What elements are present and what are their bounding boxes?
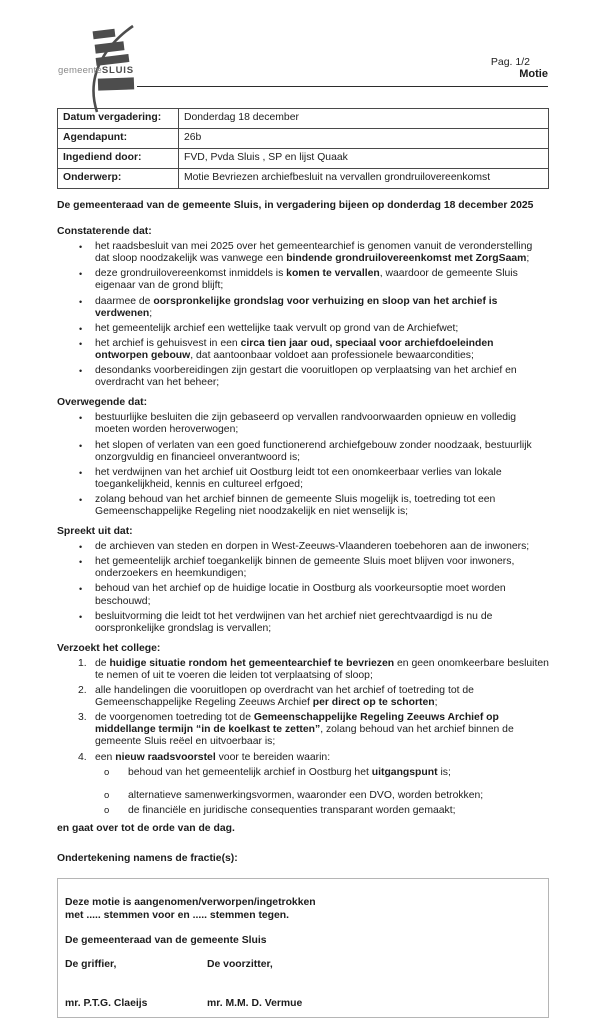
table-row <box>58 109 549 129</box>
text-segment: , dat aantoonbaar voldoet aan professionele bewaarcondities; <box>190 349 474 361</box>
text-segment: voor te bereiden waarin: <box>215 751 331 763</box>
text-segment: het slopen of verlaten van een goed functionerend archiefgebouw zonder noodzaak, bestuurlijk onzorgvuldig en financieel onverantwoord is; <box>95 439 532 463</box>
sub-list-item <box>57 805 549 817</box>
text-segment: behoud van het gemeentelijk archief in Oostburg het <box>128 766 372 778</box>
list-item <box>57 440 549 464</box>
list-item <box>57 296 549 320</box>
text-segment: een <box>95 751 116 763</box>
section-overwegende <box>57 397 549 518</box>
sub-bullet-marker: o <box>104 804 110 816</box>
meta-label: Datum vergadering: <box>58 109 179 129</box>
text-segment: , zolang behoud van het archief binnen de gemeente Sluis reëel en uitvoerbaar is; <box>95 724 514 748</box>
bullet-marker: • <box>79 296 83 307</box>
list-item <box>57 412 549 436</box>
text-segment: besluitvorming die leidt tot het verdwijnen van het archief niet gerechtvaardigd is nu de oorspronkelijke grondslag is vervallen; <box>95 610 493 634</box>
logo-name-text: SLUIS <box>101 65 134 76</box>
sub-list <box>57 767 549 817</box>
list-item-text <box>95 268 549 292</box>
bullet-marker: • <box>79 557 83 568</box>
bullet-marker: • <box>79 494 83 505</box>
text-segment: het raadsbesluit van mei 2025 over het gemeentearchief is genomen vanuit de veronderstelling dat sloop noodzakelijk was vanwege een <box>95 241 533 265</box>
list-item <box>57 338 549 362</box>
section-verzoekt-college <box>57 643 549 817</box>
text-segment: de financiële en juridische consequenties transparant worden gemaakt; <box>128 804 456 816</box>
text-segment: desondanks voorbereidingen zijn gestart die vooruitlopen op verplaatsing van het archief en overdracht van het beheer; <box>95 365 517 389</box>
section-heading: Spreekt uit dat: <box>57 526 133 538</box>
list-item <box>57 323 549 335</box>
emphasized-text: uitgangspunt <box>371 766 438 778</box>
bullet-marker: • <box>79 242 83 253</box>
list-item <box>57 494 549 518</box>
list-item-text <box>95 338 549 362</box>
list-item <box>57 752 549 764</box>
meta-label: Ingediend door: <box>58 149 179 169</box>
sub-list-item <box>57 790 549 802</box>
list-item <box>57 685 549 709</box>
list-item-text <box>95 323 549 335</box>
emphasized-text: per direct op te schorten <box>312 697 435 709</box>
emphasized-text: circa tien jaar oud, speciaal voor archiefdoeleinden ontworpen gebouw <box>95 337 494 361</box>
section-heading: Verzoekt het college: <box>57 642 161 654</box>
number-marker: 3. <box>78 712 87 724</box>
section-spreekt-uit <box>57 526 549 635</box>
list-item-text <box>95 712 549 748</box>
table-row <box>58 129 549 149</box>
list-item-text <box>95 556 549 580</box>
bullet-marker: • <box>79 542 83 553</box>
gemeente-sluis-logo <box>50 22 195 114</box>
text-segment: het gemeentelijk archief toegankelijk binnen de gemeente Sluis moet blijven voor inwoners, onderzoekers en heemkundigen; <box>95 556 515 580</box>
number-marker: 1. <box>78 657 87 669</box>
text-segment: alternatieve samenwerkingsvormen, waaronder een DVO, worden betrokken; <box>128 789 484 801</box>
text-segment: alle handelingen die vooruitlopen op overdracht van het archief of toetreding tot de Gemeenschappelijke Regeling Zeeuws Archief <box>95 685 474 709</box>
number-marker: 2. <box>78 685 87 697</box>
meta-label: Agendapunt: <box>58 129 179 149</box>
list-item <box>57 658 549 682</box>
signature-heading: Ondertekening namens de fractie(s): <box>57 853 238 864</box>
list-item <box>57 467 549 491</box>
list-item-text <box>95 494 549 518</box>
meta-label: Onderwerp: <box>58 169 179 189</box>
list-item <box>57 611 549 635</box>
closing-line: en gaat over tot de orde van de dag. <box>57 822 235 834</box>
text-segment: bestuurlijke besluiten die zijn gebaseerd op vervallen randvoorwaarden opnieuw en volledig moeten worden heroverwogen; <box>95 412 517 436</box>
emphasized-text: Gemeenschappelijke Regeling Zeeuws Archief op middellange termijn “in de koelkast te zetten” <box>95 712 499 736</box>
list-item-text <box>95 467 549 491</box>
meta-value: 26b <box>179 129 549 149</box>
document-type-label: Motie <box>519 68 548 80</box>
list-item-text <box>95 365 549 389</box>
sub-list-item-text <box>128 805 549 817</box>
section-constaterende <box>57 226 549 389</box>
sub-bullet-marker: o <box>104 789 110 801</box>
intro-line: De gemeenteraad van de gemeente Sluis, in vergadering bijeen op donderdag 18 december 2025 <box>57 200 534 211</box>
list-item-text <box>95 241 549 265</box>
list-item <box>57 365 549 389</box>
logo-wordmark <box>58 65 134 77</box>
list-item-text <box>95 685 549 709</box>
names-row <box>65 997 538 1010</box>
text-segment: de archieven van steden en dorpen in West-Zeeuws-Vlaanderen toebehoren aan de inwoners; <box>95 541 530 553</box>
text-segment: , waardoor de gemeente Sluis eigenaar van de grond blijft; <box>95 268 518 292</box>
section-heading: Constaterende dat: <box>57 226 152 238</box>
meta-value: FVD, Pvda Sluis , SP en lijst Quaak <box>179 149 549 169</box>
list-item <box>57 712 549 748</box>
roles-row <box>65 958 538 971</box>
bullet-marker: • <box>79 584 83 595</box>
list-item <box>57 583 549 607</box>
text-segment: de <box>95 657 110 669</box>
text-segment: daarmee de <box>95 295 154 307</box>
text-segment: het gemeentelijk archief een wettelijke taak vervult op grond van de Archiefwet; <box>95 322 459 334</box>
table-row <box>58 169 549 189</box>
bullet-list <box>57 412 549 518</box>
text-segment: ; <box>526 253 530 265</box>
decision-box <box>57 878 549 1018</box>
list-item-text <box>95 752 549 764</box>
table-row <box>58 149 549 169</box>
emphasized-text: oorspronkelijke grondslag voor verhuizing en sloop van het archief is verdwenen <box>95 295 498 319</box>
list-item-text <box>95 658 549 682</box>
council-line: De gemeenteraad van de gemeente Sluis <box>65 934 267 946</box>
number-marker: 4. <box>78 751 87 763</box>
bullet-list <box>57 241 549 389</box>
text-segment: en geen onomkeerbare besluiten te nemen of uit te voeren die leiden tot verplaatsing of sloop; <box>95 657 549 681</box>
bullet-marker: • <box>79 611 83 622</box>
chairman-role-label: De voorzitter, <box>207 959 273 971</box>
bullet-marker: • <box>79 467 83 478</box>
emphasized-text: nieuw raadsvoorstel <box>115 751 216 763</box>
text-segment: de voorgenomen toetreding tot de <box>95 712 254 724</box>
text-segment: het archief is gehuisvest in een <box>95 337 241 349</box>
sub-list-item-text <box>128 790 549 802</box>
sub-bullet-marker: o <box>104 766 110 778</box>
bullet-marker: • <box>79 366 83 377</box>
text-segment: zolang behoud van het archief binnen de gemeente Sluis mogelijk is, toetreding tot een Gemeenschappelijke Regeling niet noodzakelijk en niet wenselijk is; <box>95 493 496 517</box>
bullet-list <box>57 541 549 635</box>
list-item <box>57 268 549 292</box>
bullet-marker: • <box>79 269 83 280</box>
sub-list-item-text <box>128 767 549 779</box>
bullet-marker: • <box>79 338 83 349</box>
list-item-text <box>95 296 549 320</box>
text-segment: behoud van het archief op de huidige locatie in Oostburg als voorkeursoptie moet worden beschouwd; <box>95 583 506 607</box>
emphasized-text: komen te vervallen <box>286 268 380 280</box>
meta-table <box>57 108 549 189</box>
meta-value: Donderdag 18 december <box>179 109 549 129</box>
chairman-name: mr. M.M. D. Vermue <box>207 997 303 1009</box>
list-item-text <box>95 412 549 436</box>
emphasized-text: bindende grondruilovereenkomst met ZorgSaam <box>286 253 527 265</box>
emphasized-text: huidige situatie rondom het gemeentearchief te bevriezen <box>109 657 395 669</box>
bullet-marker: • <box>79 323 83 334</box>
list-item-text <box>95 611 549 635</box>
list-item <box>57 556 549 580</box>
text-segment: ; <box>434 697 438 709</box>
bullet-marker: • <box>79 413 83 424</box>
list-item-text <box>95 440 549 464</box>
votes-line: met ..... stemmen voor en ..... stemmen tegen. <box>65 910 290 922</box>
text-segment: is; <box>437 766 451 778</box>
logo-prefix-text: gemeente <box>58 65 102 76</box>
text-segment: ; <box>149 307 153 319</box>
bullet-marker: • <box>79 440 83 451</box>
decision-line: Deze motie is aangenomen/verworpen/ingetrokken <box>65 897 316 908</box>
list-item-text <box>95 541 549 553</box>
sub-list-item <box>57 767 549 779</box>
text-segment: deze grondruilovereenkomst inmiddels is <box>95 268 287 280</box>
list-item-text <box>95 583 549 607</box>
clerk-role-label: De griffier, <box>65 959 117 971</box>
header-rule <box>137 86 548 87</box>
text-segment: het verdwijnen van het archief uit Oostburg leidt tot een onomkeerbaar verlies van lokale toegankelijkheid, kennis en cultureel erfgoed; <box>95 466 502 490</box>
list-item <box>57 541 549 553</box>
document-body <box>57 108 549 835</box>
clerk-name: mr. P.T.G. Claeijs <box>65 997 148 1009</box>
section-heading: Overwegende dat: <box>57 397 148 409</box>
list-item <box>57 241 549 265</box>
meta-value: Motie Bevriezen archiefbesluit na vervallen grondruilovereenkomst <box>179 169 549 189</box>
numbered-list <box>57 658 549 817</box>
page-number-label: Pag. 1/2 <box>490 56 530 68</box>
